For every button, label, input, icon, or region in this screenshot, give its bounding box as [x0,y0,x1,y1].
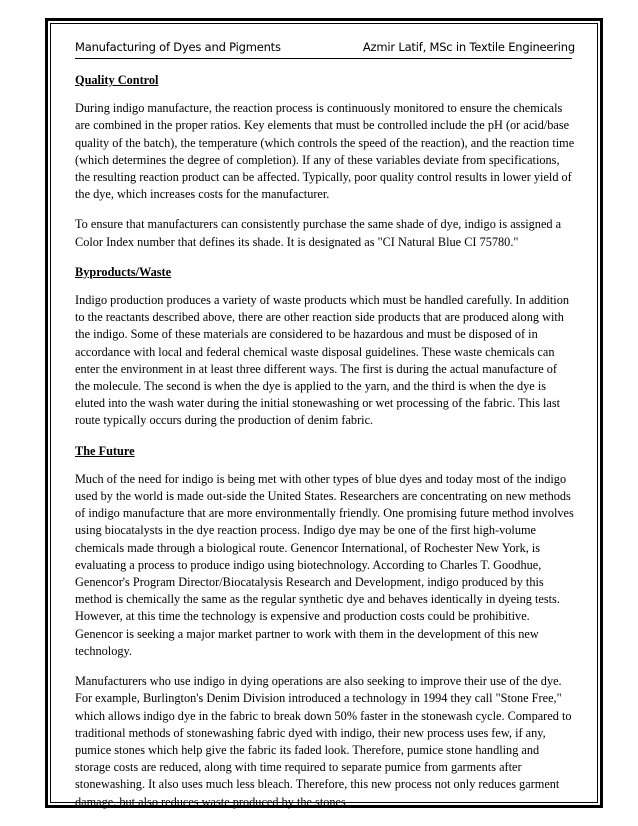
paragraph: During indigo manufacture, the reaction process is continuously monitored to ensure the chemicals are combined in the proper ratios. Key elements that must be controlled include the pH (or acid/base quality of the batch), the temperature (which controls the speed of the reaction), and the reaction time (which determines the degree of completion). If any of these variables deviate from specifications, the resulting reaction product can be affected. Typically, poor quality control results in lower yield of the dye, which increases costs for the manufacturer. [75,101,575,202]
section-heading: The Future [75,443,135,458]
header-left-title: Manufacturing of Dyes and Pigments [75,40,281,54]
paragraph: Manufacturers who use indigo in dying operations are also seeking to improve their use of the dye. For example, Burlington's Denim Division introduced a technology in 1994 they call "Stone Free," which allows indigo dye in the fabric to break down 50% faster in the stonewash cycle. Compared to traditional methods of stonewashing fabric dyed with indigo, their new process uses few, if any, pumice stones which help give the fabric its faded look. Therefore, pumice stone handling and storage costs are reduced, along with time required to separate pumice from garments after stonewashing. It also uses much less bleach. Therefore, this new process not only reduces garment damage, but also reduces waste produced by the stones [75,674,572,809]
section-heading: Byproducts/Waste [75,264,172,279]
header-right-author: Azmir Latif, MSc in Textile Engineering [362,40,575,54]
running-header [75,40,575,60]
paragraph: Indigo production produces a variety of waste products which must be handled carefully. In addition to the reactants described above, there are other reaction side products that are produced along with the indigo. Some of these materials are considered to be hazardous and must be disposed of in accordance with local and federal chemical waste disposal guidelines. These waste chemicals can enter the environment in at least three different ways. The first is during the actual manufacture of the molecule. The second is when the dye is applied to the yarn, and the third is when the dye is eluted into the wash water during the initial stonewashing or wet processing of the fabric. This last route typically occurs during the production of denim fabric. [75,293,570,428]
header-rule [75,58,572,59]
paragraph: Much of the need for indigo is being met with other types of blue dyes and today most of the indigo used by the world is made out-side the United States. Researchers are concentrating on new methods of indigo manufacture that are more environmentally friendly. One promising future method involves using biocatalysts in the dye reaction process. Indigo dye may be one of the first high-volume chemicals made through a biological route. Genencor International, of Rochester New York, is evaluating a process to produce indigo using biotechnology. According to Charles T. Goodhue, Genencor's Program Director/Biocatalysis Research and Development, indigo produced by this method is chemically the same as the regular synthetic dye and behaves identically in dyeing tests. However, at this time the technology is expensive and production costs could be prohibitive. Genencor is seeking a major market partner to work with them in the development of this new technology. [75,471,574,658]
section-the-future [75,443,575,811]
section-byproducts-waste [75,264,575,430]
section-heading: Quality Control [75,73,159,87]
section-quality-control [75,72,575,251]
paragraph: To ensure that manufacturers can consistently purchase the same shade of dye, indigo is assigned a Color Index number that defines its shade. It is designated as "CI Natural Blue CI 75780." [75,217,562,249]
document-body [75,72,575,820]
